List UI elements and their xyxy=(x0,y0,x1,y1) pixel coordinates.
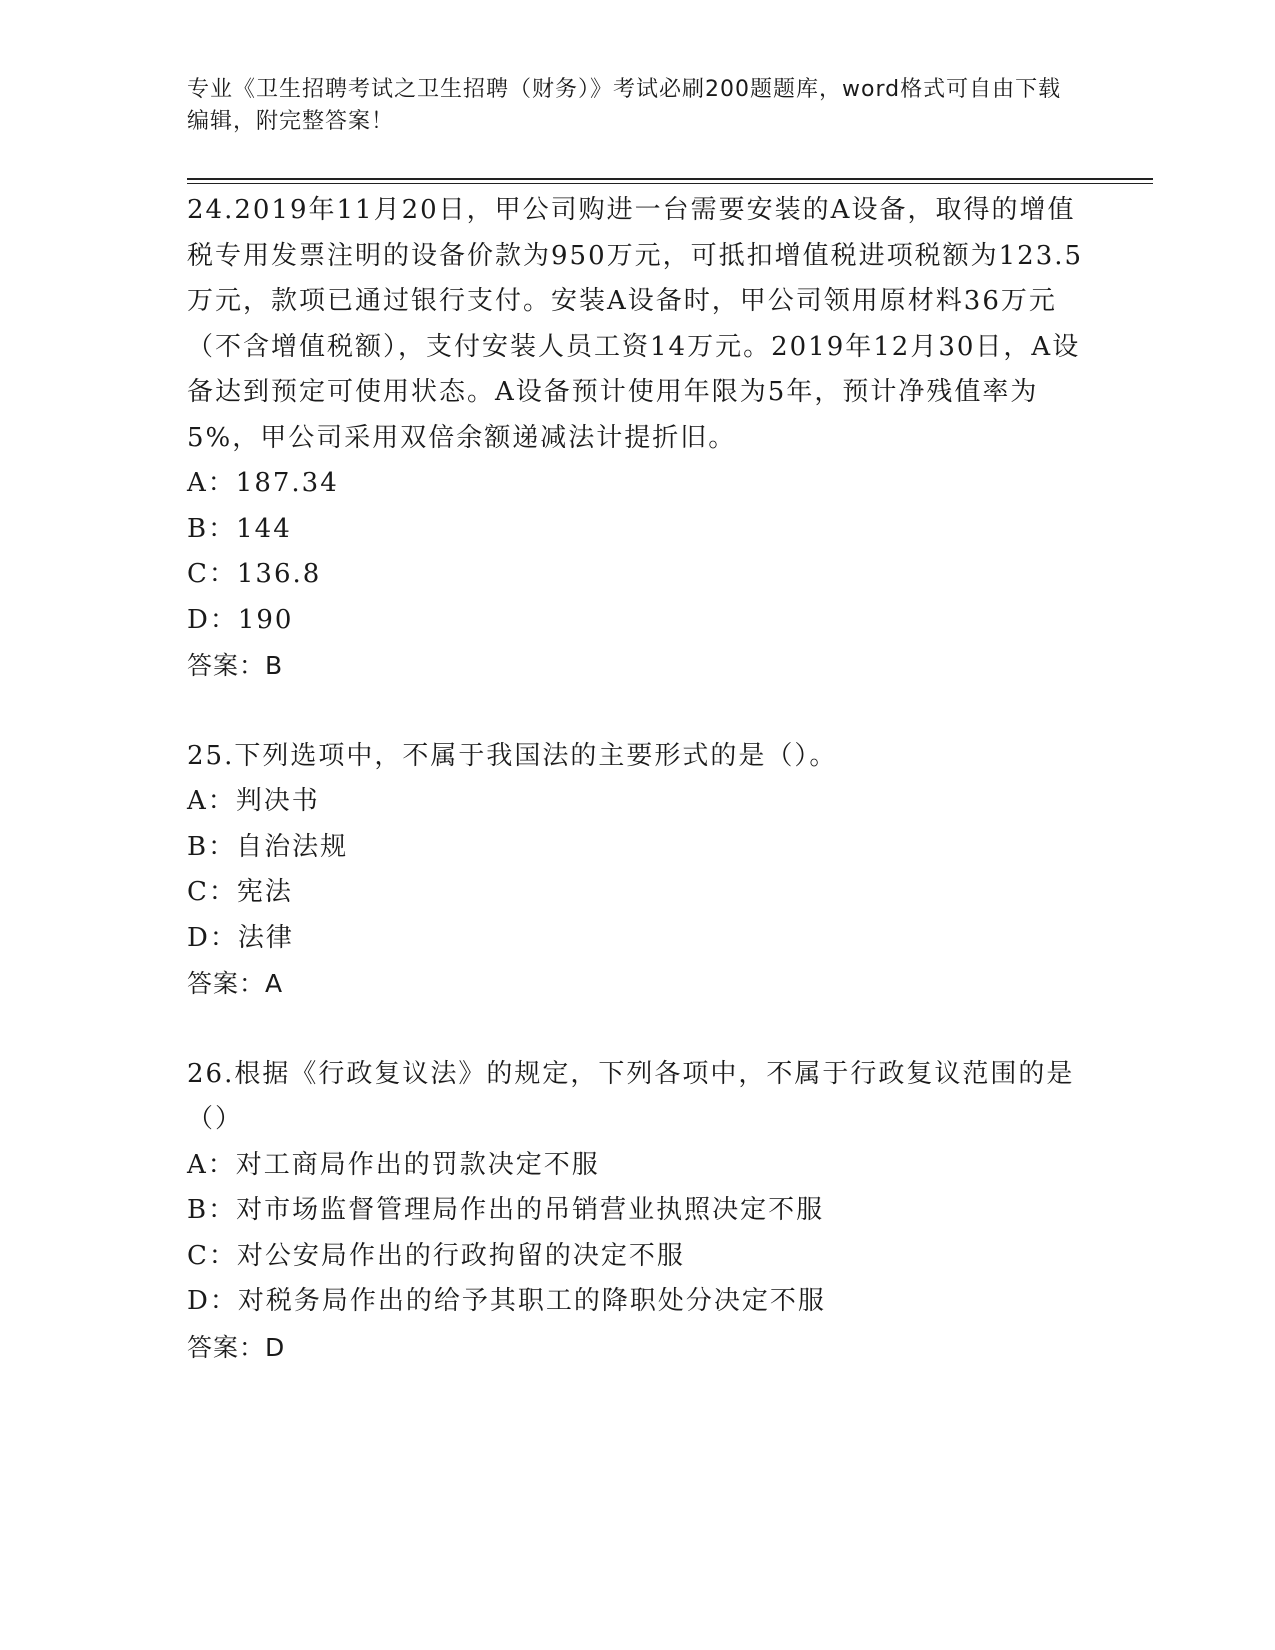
page-header: 专业《卫生招聘考试之卫生招聘（财务）》考试必刷200题题库，word格式可自由下载编辑，附完整答案！ xyxy=(187,77,1062,134)
question-text: 26.根据《行政复议法》的规定，下列各项中，不属于行政复议范围的是（） xyxy=(187,1058,1075,1134)
answer: 答案：D xyxy=(187,1332,286,1362)
option-d: D：法律 xyxy=(187,922,294,953)
question-25 xyxy=(187,734,1087,1007)
option-b: B：对市场监督管理局作出的吊销营业执照决定不服 xyxy=(187,1195,825,1225)
option-a: A：187.34 xyxy=(187,468,339,498)
option-c: C：136.8 xyxy=(187,559,322,589)
question-text: 24.2019年11月20日，甲公司购进一台需要安装的A设备，取得的增值税专用发票注明的设备价款为950万元，可抵扣增值税进项税额为123.5万元，款项已通过银行支付。安装A设备时，甲公司领用原材料36万元（不含增值税额），支付安装人员工资14万元。2019年12月30日，A设备达到预定可使用状态。A设备预计使用年限为5年，预计净残值率为5%，甲公司采用双倍余额递减法计提折旧。 xyxy=(187,195,1084,453)
question-text: 25.下列选项中，不属于我国法的主要形式的是（）。 xyxy=(187,740,838,771)
header-divider-thin xyxy=(187,183,1153,184)
questions-content xyxy=(187,188,1087,1370)
question-26 xyxy=(187,1052,1087,1371)
option-c: C：对公安局作出的行政拘留的决定不服 xyxy=(187,1240,685,1271)
header-divider xyxy=(187,178,1153,180)
answer: 答案：A xyxy=(187,969,284,998)
answer: 答案：B xyxy=(187,651,284,680)
option-d: D：190 xyxy=(187,604,294,635)
option-a: A：判决书 xyxy=(187,786,320,816)
option-a: A：对工商局作出的罚款决定不服 xyxy=(187,1149,600,1180)
option-d: D：对税务局作出的给予其职工的降职处分决定不服 xyxy=(187,1286,826,1316)
question-24 xyxy=(187,188,1087,689)
option-c: C：宪法 xyxy=(187,877,293,907)
option-b: B：自治法规 xyxy=(187,831,349,862)
option-b: B：144 xyxy=(187,513,292,544)
